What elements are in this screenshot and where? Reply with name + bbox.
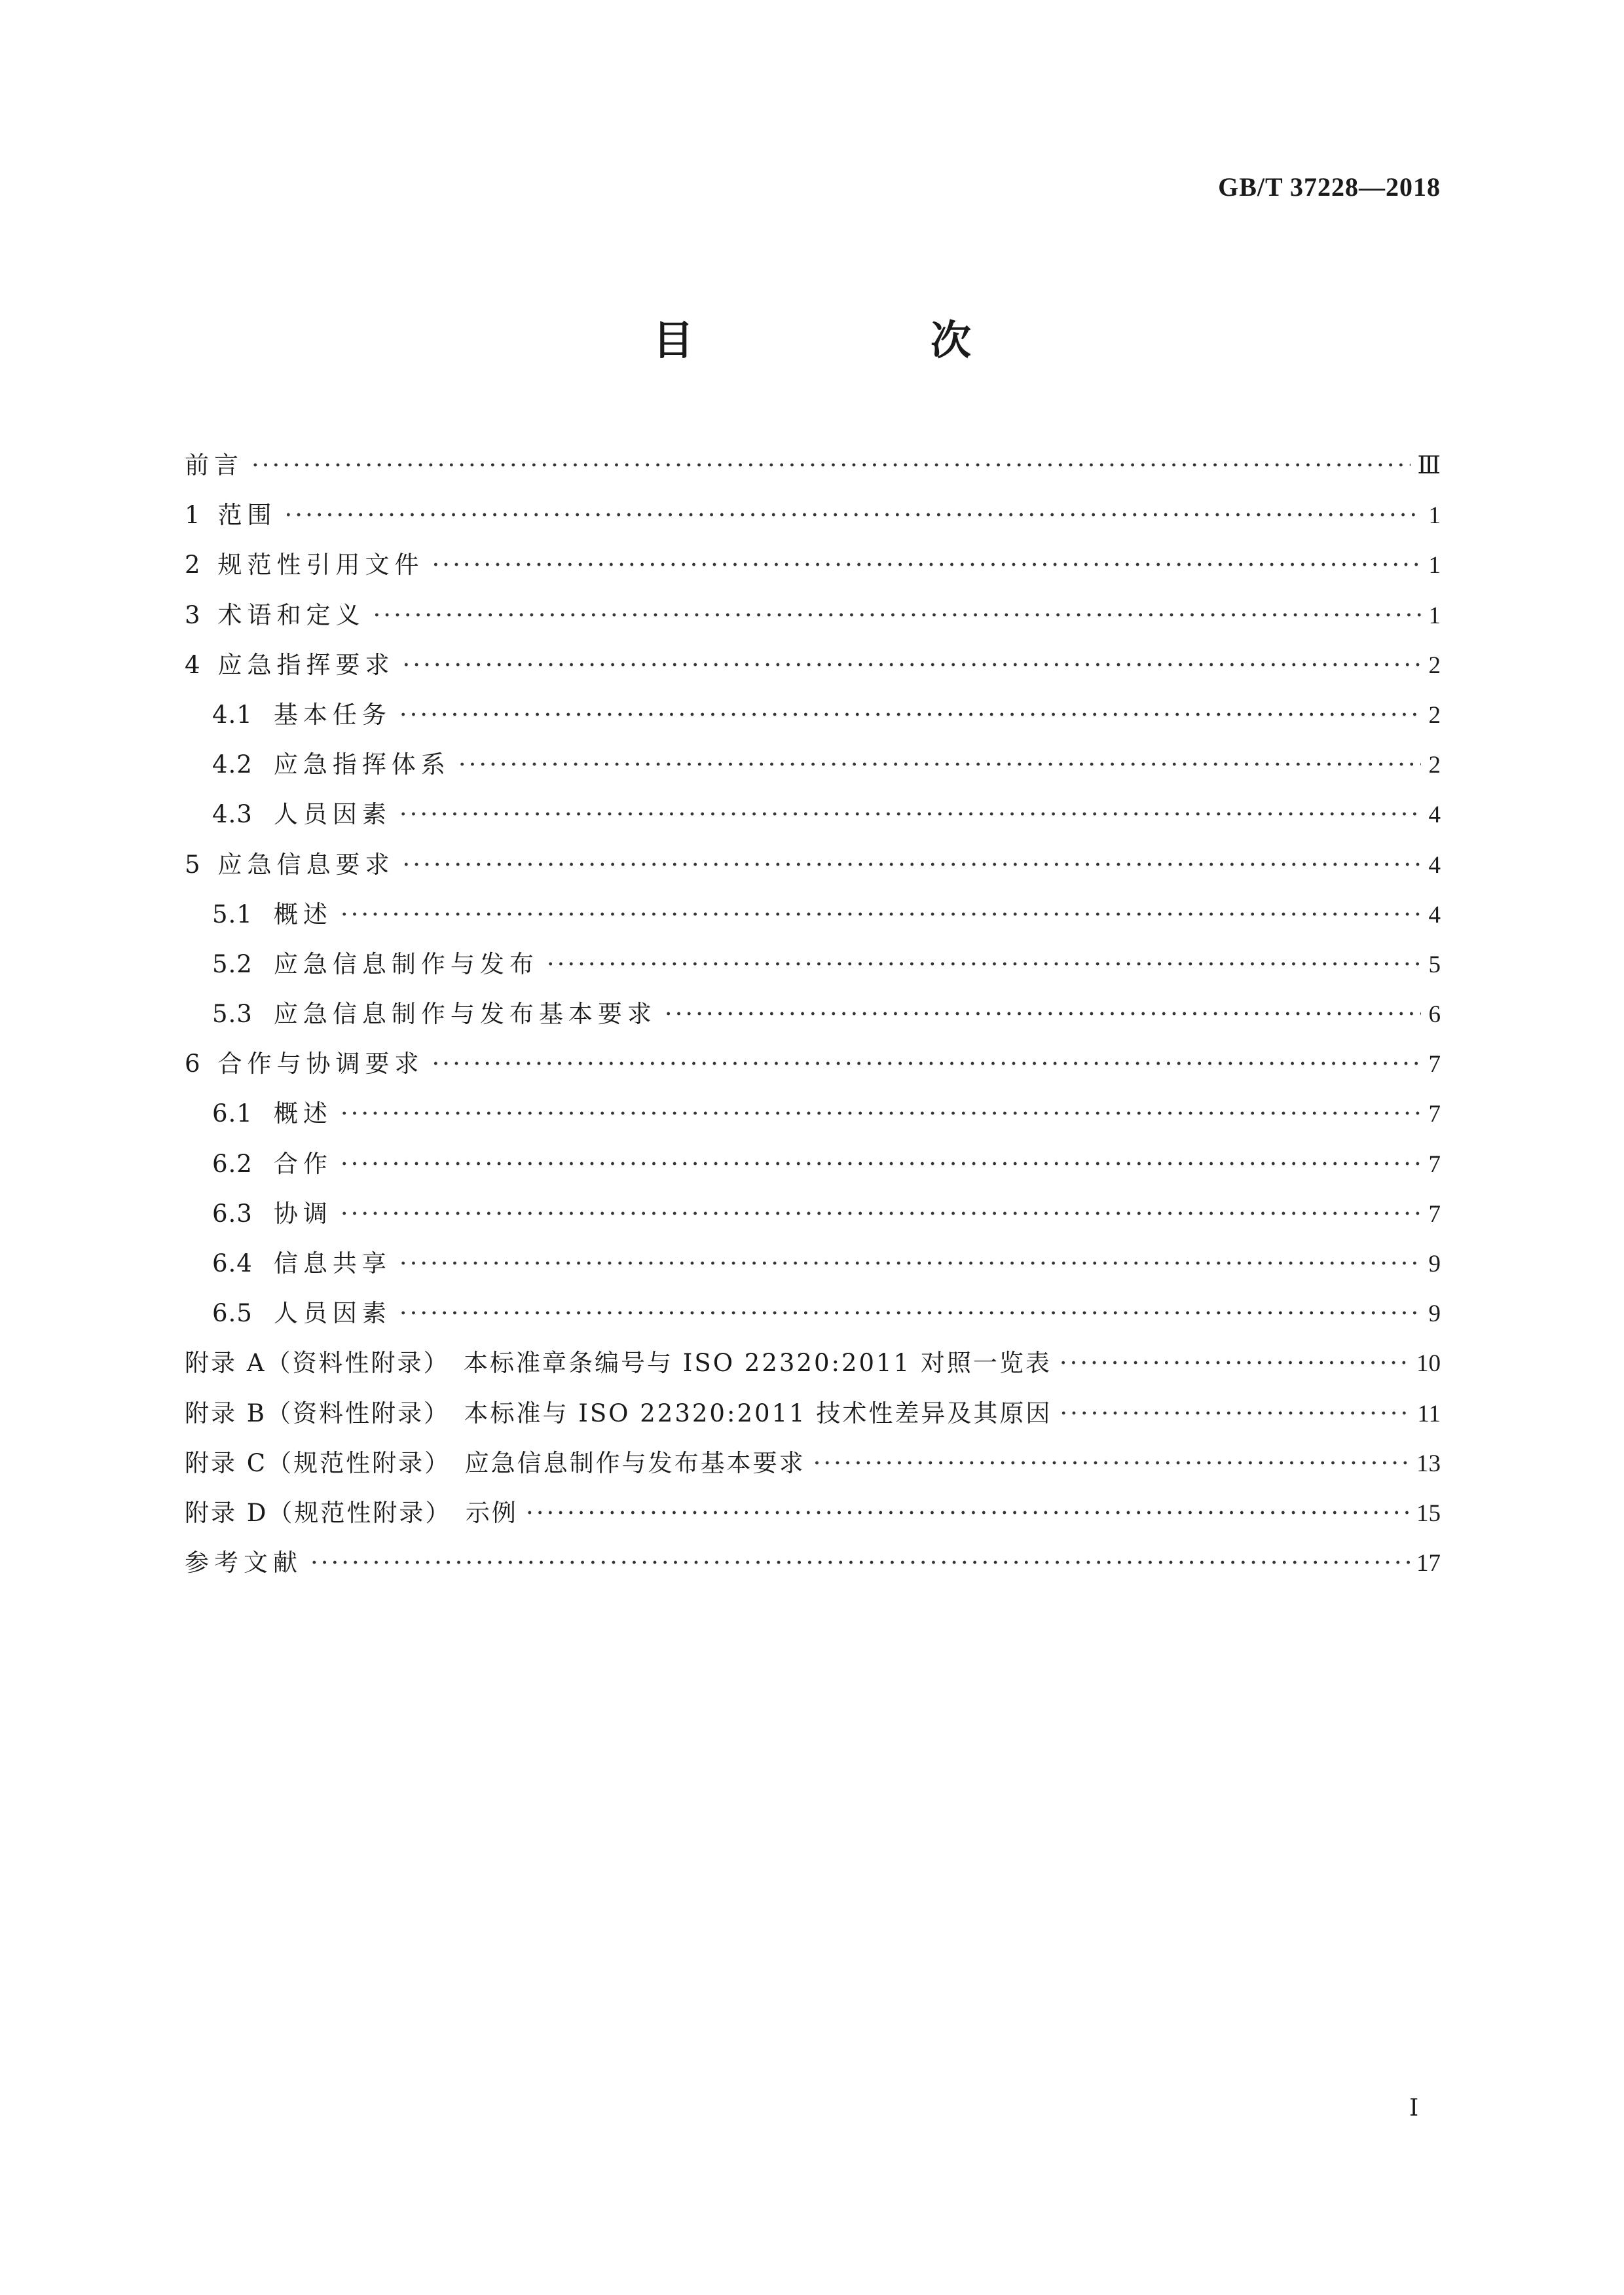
toc-entry-label: 人员因素 <box>273 800 392 829</box>
leader-dots <box>813 1449 1410 1477</box>
toc-entry-number: 5.3 <box>212 1000 253 1029</box>
toc-entry-section-5[interactable] <box>185 845 1441 894</box>
toc-entry-number: 3 <box>185 600 201 629</box>
toc-entry-label: 附录 D（规范性附录） 示例 <box>185 1498 518 1527</box>
toc-entry-page: 6 <box>1428 1001 1441 1029</box>
toc-entry-number: 4 <box>185 650 201 679</box>
toc-entry-6-2[interactable] <box>185 1144 1441 1194</box>
toc-entry-terms[interactable] <box>185 595 1441 645</box>
toc-entry-label: 附录 C（规范性附录） 应急信息制作与发布基本要求 <box>185 1448 805 1477</box>
toc-entry-5-2[interactable] <box>185 944 1441 994</box>
toc-entry-number: 2 <box>185 551 201 579</box>
toc-entry-4-2[interactable] <box>185 744 1441 794</box>
leader-dots <box>403 651 1421 679</box>
toc-entry-4-3[interactable] <box>185 794 1441 844</box>
toc-entry-page: 5 <box>1428 951 1441 978</box>
toc-entry-appendix-c[interactable] <box>185 1443 1441 1493</box>
leader-dots <box>341 1200 1421 1228</box>
toc-entry-page: 15 <box>1416 1499 1441 1527</box>
toc-entry-appendix-d[interactable] <box>185 1493 1441 1543</box>
toc-entry-page: Ⅲ <box>1417 452 1441 479</box>
toc-entry-5-1[interactable] <box>185 894 1441 944</box>
leader-dots <box>526 1499 1410 1527</box>
leader-dots <box>399 1249 1421 1277</box>
toc-entry-label: 附录 B（资料性附录） 本标准与 ISO 22320:2011 技术性差异及其原因 <box>185 1399 1052 1427</box>
toc-entry-page: 7 <box>1428 1101 1441 1128</box>
leader-dots <box>458 750 1421 779</box>
toc-entry-6-3[interactable] <box>185 1194 1441 1243</box>
toc-entry-page: 2 <box>1428 652 1441 679</box>
leader-dots <box>373 601 1421 629</box>
leader-dots <box>399 1299 1421 1327</box>
toc-entry-page: 1 <box>1428 552 1441 579</box>
toc-entry-label: 合作与协调要求 <box>217 1050 424 1078</box>
page-number: Ⅰ <box>1409 2095 1419 2121</box>
leader-dots <box>547 950 1421 978</box>
leader-dots <box>432 1050 1421 1078</box>
toc-entry-number: 5.2 <box>212 949 253 978</box>
toc-entry-number: 5 <box>185 850 201 879</box>
table-of-contents <box>185 445 1441 1592</box>
toc-entry-label: 附录 A（资料性附录） 本标准章条编号与 ISO 22320:2011 对照一览表 <box>185 1349 1052 1378</box>
toc-entry-6-5[interactable] <box>185 1293 1441 1343</box>
leader-dots <box>341 900 1421 928</box>
toc-entry-label: 合作 <box>273 1149 333 1178</box>
leader-dots <box>341 1099 1421 1128</box>
toc-entry-label: 前言 <box>185 451 244 479</box>
leader-dots <box>1060 1349 1410 1377</box>
toc-entry-label: 应急信息制作与发布基本要求 <box>273 1000 657 1029</box>
toc-entry-page: 4 <box>1428 801 1441 829</box>
toc-entry-page: 9 <box>1428 1300 1441 1328</box>
toc-entry-number: 1 <box>185 501 201 530</box>
toc-entry-normative-references[interactable] <box>185 545 1441 595</box>
toc-entry-number: 6.5 <box>212 1299 253 1328</box>
toc-entry-label: 信息共享 <box>273 1249 392 1277</box>
leader-dots <box>285 501 1421 529</box>
toc-entry-label: 参考文献 <box>185 1549 303 1577</box>
toc-entry-label: 应急信息制作与发布 <box>273 949 539 978</box>
toc-entry-label: 人员因素 <box>273 1299 392 1328</box>
toc-entry-number: 5.1 <box>212 900 253 928</box>
toc-entry-4-1[interactable] <box>185 695 1441 744</box>
toc-entry-label: 范围 <box>217 501 277 530</box>
leader-dots <box>310 1549 1410 1577</box>
toc-entry-page: 4 <box>1428 851 1441 879</box>
toc-entry-number: 4.2 <box>212 750 253 779</box>
toc-entry-section-4[interactable] <box>185 645 1441 695</box>
toc-entry-number: 6.1 <box>212 1099 253 1128</box>
leader-dots <box>403 851 1421 879</box>
toc-entry-label: 应急指挥体系 <box>273 750 451 779</box>
leader-dots <box>399 800 1421 828</box>
toc-entry-page: 2 <box>1428 701 1441 729</box>
toc-entry-page: 1 <box>1428 602 1441 629</box>
toc-entry-label: 应急信息要求 <box>217 850 395 879</box>
leader-dots <box>432 551 1421 579</box>
toc-entry-appendix-b[interactable] <box>185 1393 1441 1443</box>
toc-entry-label: 应急指挥要求 <box>217 650 395 679</box>
toc-entry-bibliography[interactable] <box>185 1543 1441 1592</box>
toc-entry-page: 7 <box>1428 1051 1441 1078</box>
toc-entry-page: 1 <box>1428 502 1441 530</box>
toc-entry-6-4[interactable] <box>185 1243 1441 1293</box>
toc-entry-page: 17 <box>1416 1550 1441 1577</box>
toc-entry-label: 术语和定义 <box>217 600 365 629</box>
toc-entry-label: 协调 <box>273 1199 333 1228</box>
toc-entry-page: 13 <box>1416 1450 1441 1477</box>
toc-entry-page: 4 <box>1428 901 1441 928</box>
leader-dots <box>399 701 1421 729</box>
toc-entry-number: 4.1 <box>212 700 253 729</box>
toc-entry-page: 7 <box>1428 1200 1441 1228</box>
toc-entry-number: 6.3 <box>212 1199 253 1228</box>
toc-entry-label: 规范性引用文件 <box>217 551 424 579</box>
leader-dots <box>1060 1399 1411 1427</box>
leader-dots <box>251 451 1411 479</box>
leader-dots <box>341 1150 1421 1178</box>
toc-entry-label: 概述 <box>273 1099 333 1128</box>
toc-entry-number: 6.2 <box>212 1149 253 1178</box>
toc-entry-appendix-a[interactable] <box>185 1343 1441 1393</box>
toc-entry-foreword[interactable] <box>185 445 1441 495</box>
standard-code: GB/T 37228—2018 <box>1218 172 1441 202</box>
toc-entry-number: 6 <box>185 1050 201 1078</box>
toc-entry-page: 10 <box>1416 1350 1441 1378</box>
toc-entry-number: 6.4 <box>212 1249 253 1277</box>
toc-entry-5-3[interactable] <box>185 994 1441 1044</box>
toc-entry-section-6[interactable] <box>185 1044 1441 1093</box>
toc-entry-6-1[interactable] <box>185 1093 1441 1143</box>
toc-entry-scope[interactable] <box>185 495 1441 545</box>
page-title: 目 次 <box>652 316 1069 364</box>
toc-entry-number: 4.3 <box>212 800 253 829</box>
toc-entry-page: 9 <box>1428 1251 1441 1277</box>
toc-entry-page: 2 <box>1428 752 1441 779</box>
leader-dots <box>665 1000 1421 1028</box>
toc-entry-page: 11 <box>1417 1400 1441 1427</box>
toc-entry-label: 基本任务 <box>273 700 392 729</box>
toc-entry-page: 7 <box>1428 1150 1441 1178</box>
toc-entry-label: 概述 <box>273 900 333 928</box>
